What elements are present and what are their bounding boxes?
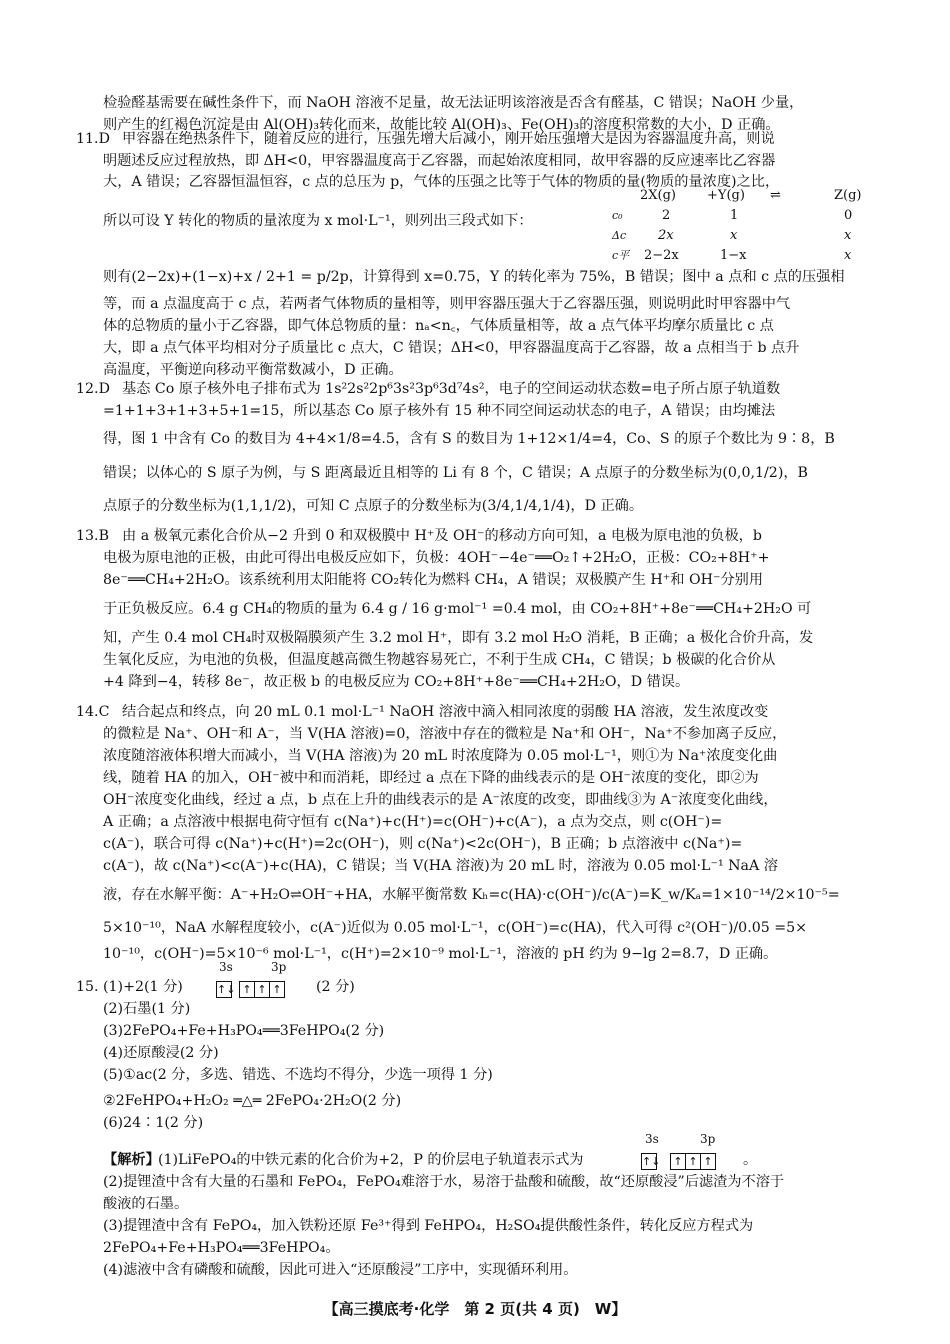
analysis-line: 酸液的石墨。: [103, 1196, 189, 1212]
orbital-box-3s: ↑↓: [217, 982, 236, 996]
table-header: +Y(g): [707, 188, 745, 203]
text-line: 则有(2−2x)+(1−x)+x / 2+1 = p/2p，计算得到 x=0.75，Y 的转化率为 75%，B 错误；图中 a 点和 c 点的压强相: [103, 269, 845, 285]
text-line: 的微粒是 Na⁺、OH⁻和 A⁻，当 V(HA 溶液)=0，溶液中存在的微粒是 Na⁺和 OH⁻，Na⁺不参加离子反应，: [103, 726, 787, 742]
text-line: 8e⁻══CH₄+2H₂O。该系统利用太阳能将 CO₂转化为燃料 CH₄，A 错误；双极膜产生 H⁺和 OH⁻分别用: [103, 572, 764, 588]
text-line: 错误；以体心的 S 原子为例，与 S 距离最近且相等的 Li 有 8 个，C 错误；A 点原子的分数坐标为(0,0,1/2)，B: [103, 465, 808, 481]
text-line: 明题述反应过程放热，即 ΔH<0，甲容器温度高于乙容器，而起始浓度相同，故甲容器的反应速率比乙容器: [103, 153, 776, 169]
text-line: 5×10⁻¹⁰，NaA 水解程度较小，c(A⁻)近似为 0.05 mol·L⁻¹，c(OH⁻)=c(HA)，代入可得 c²(OH⁻)/0.05 =5×: [103, 920, 808, 936]
answer-line: (3)2FePO₄+Fe+H₃PO₄══3FeHPO₄(2 分): [103, 1023, 385, 1039]
answer-line: (1)+2(1 分): [103, 979, 183, 995]
document-page: 检验醛基需要在碱性条件下，而 NaOH 溶液不足量，故无法证明该溶液是否含有醛基，C 错误；NaOH 少量， 则产生的红褐色沉淀是由 Al(OH)₃转化而来，故能比较 Al(OH)₃、Fe(OH)₃的溶度积常数的大小，D 正确。 11.D 甲容器在绝热条件下，随着反应的进行，压强先增大后减小，刚开始压强增大是因为容器温度升高，则说 明题述反应过程放热，即 ΔH<0，甲容器温度高于乙容器，而起始浓度相同，故甲容器的反应速率比乙容器 大，A 错误；乙容器恒温恒容，c 点的总压为 p，气体的压强之比等于气体的物质的量(物质的量浓度)之比， 所以可设 Y 转化的物质的量浓度为 x mol·L⁻¹，则列出三段式如下： 2X(g) +Y(g) ⇌ Z(g) c₀ 2 1 0 Δc 2x x x c平 2−2x 1−x x 则有(2−2x)+(1−x)+x / 2+1 = p/2p，计算得到 x=0.75，Y 的转化率为 75%，B 错误；图中 a 点和 c 点的压强相 等，而 a 点温度高于 c 点，若两者气体物质的量相等，则甲容器压强大于乙容器压强，则说明此时甲容器中气 体的总物质的量小于乙容器，即气体总物质的量：nₐ<n꜀，气体质量相等，故 a 点气体平均摩尔质量比 c 点 大，即 a 点气体平均相对分子质量比 c 点大，C 错误；ΔH<0，甲容器温度高于乙容器，故 a 点相当于 b 点升 高温度，平衡逆向移动平衡常数减小，D 正确。 12.D 基态 Co 原子核外电子排布式为 1s²2s²2p⁶3s²3p⁶3d⁷4s²，电子的空间运动状态数=电子所占原子轨道数 =1+1+3+1+3+5+1=15，所以基态 Co 原子核外有 15 种不同空间运动状态的电子，A 错误；由均摊法 得，图 1 中含有 Co 的数目为 4+4×1/8=4.5，含有 S 的数目为 1+12×1/4=4，Co、S 的原子个数比为 9∶8，B 错误；以体心的 S 原子为例，与 S 距离最近且相等的 Li 有 8 个，C 错误；A 点原子的分数坐标为(0,0,1/2)，B 点原子的分数坐标为(1,1,1/2)，可知 C 点原子的分数坐标为(3/4,1/4,1/4)，D 正确。 13.B 由 a 极氧元素化合价从−2 升到 0 和双极膜中 H⁺及 OH⁻的移动方向可知，a 电极为原电池的负极，b 电极为原电池的正极，由此可得出电极反应如下，负极：4OH⁻−4e⁻══O₂↑+2H₂O，正极：CO₂+8H⁺+ 8e⁻══CH₄+2H₂O。该系统利用太阳能将 CO₂转化为燃料 CH₄，A 错误；双极膜产生 H⁺和 OH⁻分别用 于正负极反应。6.4 g CH₄的物质的量为 6.4 g / 16 g·mol⁻¹ =0.4 mol，由 CO₂+8H⁺+8e⁻══CH₄+2H₂O 可 知，产生 0.4 mol CH₄时双极隔膜须产生 3.2 mol H⁺，即有 3.2 mol H₂O 消耗，B 正确；a 极化合价升高，发 生氧化反应，为电池的负极，但温度越高微生物越容易死亡，不利于生成 CH₄，C 错误；b 极碳的化合价从 +4 降到−4，转移 8e⁻，故正极 b 的电极反应为 CO₂+8H⁺+8e⁻══CH₄+2H₂O，D 错误。 14.C 结合起点和终点，向 20 mL 0.1 mol·L⁻¹ NaOH 溶液中滴入相同浓度的弱酸 HA 溶液，发生浓度改变 的微粒是 Na⁺、OH⁻和 A⁻，当 V(HA 溶液)=0，溶液中存在的微粒是 Na⁺和 OH⁻，Na⁺不参加离子反应， 浓度随溶液体积增大而减小，当 V(HA 溶液)为 20 mL 时浓度降为 0.05 mol·L⁻¹，则①为 Na⁺浓度变化曲 线，随着 HA 的加入，OH⁻被中和而消耗，即经过 a 点在下降的曲线表示的是 OH⁻浓度的变化，即②为 OH⁻浓度变化曲线，经过 a 点，b 点在上升的曲线表示的是 A⁻浓度的改变，即曲线③为 A⁻浓度变化曲线， A 正确；a 点溶液中根据电荷守恒有 c(Na⁺)+c(H⁺)=c(OH⁻)+c(A⁻)，a 点为交点，则 c(OH⁻)= c(A⁻)，联合可得 c(Na⁺)+c(H⁺)=2c(OH⁻)，则 c(Na⁺)<2c(OH⁻)，B 正确；b 点溶液中 c(Na⁺)= c(A⁻)，故 c(Na⁺)<c(A⁻)+c(HA)，C 错误；当 V(HA 溶液)为 20 mL 时，溶液为 0.05 mol·L⁻¹ NaA 溶 液，存在水解平衡：A⁻+H₂O⇌OH⁻+HA，水解平衡常数 Kₕ=c(HA)·c(OH⁻)/c(A⁻)=K_w/Kₐ=1×10⁻¹⁴/2×10⁻⁵= 5×10⁻¹⁰，NaA 水解程度较小，c(A⁻)近似为 0.05 mol·L⁻¹，c(OH⁻)=c(HA)，代入可得 c²(OH⁻)/0.05 =5× 10⁻¹⁰，c(OH⁻)=5×10⁻⁶ mol·L⁻¹，c(H⁺)=2×10⁻⁹ mol·L⁻¹，溶液的 pH 约为 9−lg 2=8.7，D 正确。 15. (1)+2(1 分) 3s 3p ↑↓ ↑ ↑ ↑ (2 分) (2)石墨(1 分) (3)2FePO₄+Fe+H₃PO₄══3FeHPO₄(2 分) (4)还原酸浸(2 分) (5)①ac(2 分，多选、错选、不选均不得分，少选一项得 1 分) ②2FeHPO₄+H₂O₂ ═△═ 2FePO₄·2H₂O(2 分) (6)24∶1(2 分) 【解析】 (1)LiFePO₄的中铁元素的化合价为+2，P 的价层电子轨道表示式为 3s 3p ↑↓ ↑ ↑ ↑ 。 (2)提锂渣中含有大量的石墨和 FePO₄，FePO₄难溶于水，易溶于盐酸和硫酸，故“还原酸浸”后滤渣为不溶于 酸液的石墨。 (3)提锂渣中含有 FePO₄，加入铁粉还原 Fe³⁺得到 FeHPO₄，H₂SO₄提供酸性条件，转化反应方程式为 2FePO₄+Fe+H₃PO₄══3FeHPO₄。 (4)滤液中含有磷酸和硫酸，因此可进入“还原酸浸”工序中，实现循环利用。 【高三摸底考·化学 第 2 页(共 4 页) W】: [0, 0, 950, 1344]
orbital-box-3p: ↑: [700, 1153, 716, 1170]
text-line: 则产生的红褐色沉淀是由 Al(OH)₃转化而来，故能比较 Al(OH)₃、Fe(OH)₃的溶度积常数的大小，D 正确。: [103, 117, 780, 133]
text-line: 体的总物质的量小于乙容器，即气体总物质的量：nₐ<n꜀，气体质量相等，故 a 点气体平均摩尔质量比 c 点: [103, 318, 774, 334]
table-cell: 2: [662, 208, 671, 223]
row-label: Δc: [612, 229, 627, 242]
orbital-box-3p: ↑: [685, 1153, 701, 1170]
question-number: 14.C: [76, 704, 110, 720]
answer-line: (2 分): [316, 979, 355, 995]
orbital-diagram: [216, 978, 284, 1000]
table-header: ⇌: [770, 188, 781, 203]
text-line: 线，随着 HA 的加入，OH⁻被中和而消耗，即经过 a 点在下降的曲线表示的是 OH⁻浓度的变化，即②为: [103, 770, 759, 786]
table-cell: 0: [844, 208, 853, 223]
text-line: 检验醛基需要在碱性条件下，而 NaOH 溶液不足量，故无法证明该溶液是否含有醛基，C 错误；NaOH 少量，: [103, 95, 804, 111]
text-line: OH⁻浓度变化曲线，经过 a 点，b 点在上升的曲线表示的是 A⁻浓度的改变，即曲线③为 A⁻浓度变化曲线，: [103, 792, 778, 808]
text-line: 10⁻¹⁰，c(OH⁻)=5×10⁻⁶ mol·L⁻¹，c(H⁺)=2×10⁻⁹ mol·L⁻¹，溶液的 pH 约为 9−lg 2=8.7，D 正确。: [103, 946, 778, 962]
text-line: =1+1+3+1+3+5+1=15，所以基态 Co 原子核外有 15 种不同空间运动状态的电子，A 错误；由均摊法: [103, 403, 776, 419]
text-line: 大，即 a 点气体平均相对分子质量比 c 点大，C 错误；ΔH<0，甲容器温度高于乙容器，故 a 点相当于 b 点升: [103, 340, 800, 356]
table-cell: x: [844, 228, 852, 243]
orbital-label-3s: 3s: [219, 960, 233, 974]
answer-line: (4)还原酸浸(2 分): [103, 1045, 219, 1061]
analysis-line: (2)提锂渣中含有大量的石墨和 FePO₄，FePO₄难溶于水，易溶于盐酸和硫酸，故“还原酸浸”后滤渣为不溶于: [103, 1174, 785, 1190]
orbital-box-3p: ↑: [254, 981, 270, 998]
question-number: 11.D: [76, 131, 110, 147]
answer-line: (6)24∶1(2 分): [103, 1115, 204, 1131]
text-line: 点原子的分数坐标为(1,1,1/2)，可知 C 点原子的分数坐标为(3/4,1/4,1/4)，D 正确。: [103, 498, 644, 514]
answer-line: ②2FeHPO₄+H₂O₂ ═△═ 2FePO₄·2H₂O(2 分): [103, 1093, 402, 1109]
text-line: 大，A 错误；乙容器恒温恒容，c 点的总压为 p，气体的压强之比等于气体的物质的量(物质的量浓度)之比，: [103, 174, 780, 190]
orbital-diagram: [641, 1150, 715, 1172]
page-footer: 【高三摸底考·化学 第 2 页(共 4 页) W】: [323, 1300, 627, 1318]
text-line: c(A⁻)，联合可得 c(Na⁺)+c(H⁺)=2c(OH⁻)，则 c(Na⁺)<2c(OH⁻)，B 正确；b 点溶液中 c(Na⁺)=: [103, 836, 743, 852]
row-label: c平: [612, 249, 630, 262]
orbital-box-3p: ↑: [269, 981, 285, 998]
row-label: c₀: [612, 209, 623, 222]
text-line: 电极为原电池的正极，由此可得出电极反应如下，负极：4OH⁻−4e⁻══O₂↑+2H₂O，正极：CO₂+8H⁺+: [103, 550, 770, 566]
table-cell: 2x: [658, 228, 674, 243]
table-cell: 1−x: [720, 248, 747, 263]
table-cell: 1: [730, 208, 739, 223]
orbital-label-3p: 3p: [271, 960, 287, 974]
table-header: Z(g): [834, 188, 862, 203]
orbital-box-3p: ↑: [670, 1153, 686, 1170]
question-number: 15.: [76, 979, 99, 995]
text-line: 基态 Co 原子核外电子排布式为 1s²2s²2p⁶3s²3p⁶3d⁷4s²，电子的空间运动状态数=电子所占原子轨道数: [122, 381, 781, 397]
analysis-line: (1)LiFePO₄的中铁元素的化合价为+2，P 的价层电子轨道表示式为: [158, 1152, 584, 1168]
table-cell: x: [730, 228, 738, 243]
text-line: 生氧化反应，为电池的负极，但温度越高微生物越容易死亡，不利于生成 CH₄，C 错误；b 极碳的化合价从: [103, 652, 776, 668]
text-line: 结合起点和终点，向 20 mL 0.1 mol·L⁻¹ NaOH 溶液中滴入相同浓度的弱酸 HA 溶液，发生浓度改变: [122, 704, 769, 720]
text-line: A 正确；a 点溶液中根据电荷守恒有 c(Na⁺)+c(H⁺)=c(OH⁻)+c(A⁻)，a 点为交点，则 c(OH⁻)=: [103, 814, 723, 830]
text-line: 高温度，平衡逆向移动平衡常数减小，D 正确。: [103, 362, 403, 378]
text-line: 液，存在水解平衡：A⁻+H₂O⇌OH⁻+HA，水解平衡常数 Kₕ=c(HA)·c(OH⁻)/c(A⁻)=K_w/Kₐ=1×10⁻¹⁴/2×10⁻⁵=: [103, 887, 840, 903]
orbital-box-3p: ↑: [239, 981, 255, 998]
question-number: 13.B: [76, 528, 109, 544]
analysis-line: (3)提锂渣中含有 FePO₄，加入铁粉还原 Fe³⁺得到 FeHPO₄，H₂SO₄提供酸性条件，转化反应方程式为: [103, 1218, 754, 1234]
text-line: 等，而 a 点温度高于 c 点，若两者气体物质的量相等，则甲容器压强大于乙容器压强，则说明此时甲容器中气: [103, 296, 791, 312]
text-line: 浓度随溶液体积增大而减小，当 V(HA 溶液)为 20 mL 时浓度降为 0.05 mol·L⁻¹，则①为 Na⁺浓度变化曲: [103, 748, 778, 764]
answer-line: (2)石墨(1 分): [103, 1001, 191, 1017]
text-line: 所以可设 Y 转化的物质的量浓度为 x mol·L⁻¹，则列出三段式如下：: [103, 213, 533, 229]
text-line: 由 a 极氧元素化合价从−2 升到 0 和双极膜中 H⁺及 OH⁻的移动方向可知，a 电极为原电池的负极，b: [122, 528, 762, 544]
text-line: 于正负极反应。6.4 g CH₄的物质的量为 6.4 g / 16 g·mol⁻¹ =0.4 mol，由 CO₂+8H⁺+8e⁻══CH₄+2H₂O 可: [103, 601, 812, 617]
table-header: 2X(g): [640, 188, 676, 203]
answer-line: (5)①ac(2 分，多选、错选、不选均不得分，少选一项得 1 分): [103, 1067, 493, 1083]
table-cell: 2−2x: [644, 248, 679, 263]
text-line: 甲容器在绝热条件下，随着反应的进行，压强先增大后减小，刚开始压强增大是因为容器温度升高，则说: [122, 131, 775, 147]
orbital-label-3s: 3s: [645, 1132, 659, 1146]
text-line: c(A⁻)，故 c(Na⁺)<c(A⁻)+c(HA)，C 错误；当 V(HA 溶液)为 20 mL 时，溶液为 0.05 mol·L⁻¹ NaA 溶: [103, 858, 778, 874]
analysis-line: 2FePO₄+Fe+H₃PO₄══3FeHPO₄。: [103, 1240, 340, 1256]
analysis-title: 【解析】: [103, 1152, 160, 1168]
text-line: +4 降到−4，转移 8e⁻，故正极 b 的电极反应为 CO₂+8H⁺+8e⁻══CH₄+2H₂O，D 错误。: [103, 674, 690, 690]
orbital-box-3s: ↑↓: [642, 1154, 661, 1168]
table-cell: x: [844, 248, 852, 263]
analysis-line: (4)滤液中含有磷酸和硫酸，因此可进入“还原酸浸”工序中，实现循环利用。: [103, 1262, 578, 1278]
text-line: 得，图 1 中含有 Co 的数目为 4+4×1/8=4.5，含有 S 的数目为 1+12×1/4=4，Co、S 的原子个数比为 9∶8，B: [103, 431, 835, 447]
question-number: 12.D: [76, 381, 110, 397]
orbital-label-3p: 3p: [700, 1132, 716, 1146]
text-line: 知，产生 0.4 mol CH₄时双极隔膜须产生 3.2 mol H⁺，即有 3.2 mol H₂O 消耗，B 正确；a 极化合价升高，发: [103, 630, 814, 646]
